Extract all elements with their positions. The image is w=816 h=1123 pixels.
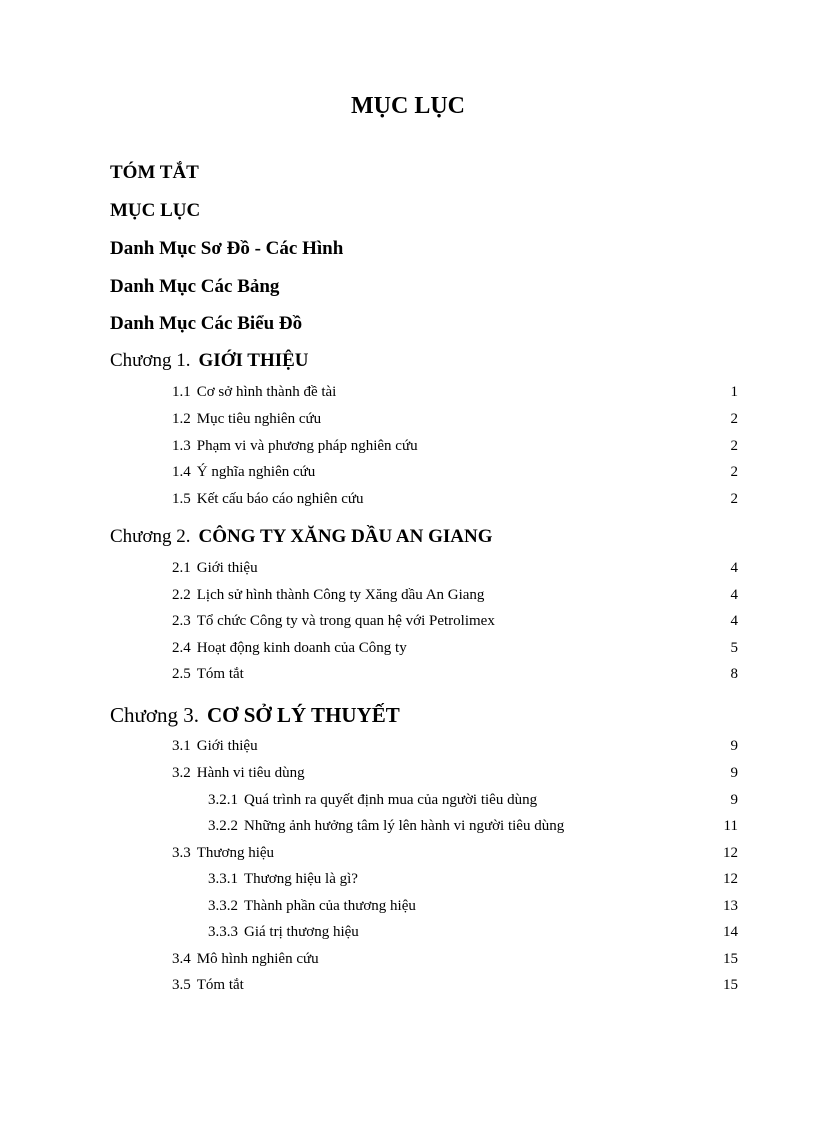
toc-front-matter-charts: Danh Mục Các Biểu Đồ bbox=[110, 313, 303, 334]
entry-number: 1.5 bbox=[172, 491, 191, 507]
entry-text: Tổ chức Công ty và trong quan hệ với Petrolimex bbox=[196, 613, 495, 629]
toc-entry bbox=[0, 384, 738, 401]
toc-front-matter-figures: Danh Mục Sơ Đồ - Các Hình bbox=[110, 238, 344, 259]
entry-page: 2 bbox=[730, 411, 738, 427]
entry-text: Tóm tắt bbox=[196, 977, 244, 993]
entry-text: Thương hiệu là gì? bbox=[244, 871, 358, 887]
entry-page: 15 bbox=[723, 951, 738, 967]
entry-page: 2 bbox=[730, 491, 738, 507]
toc-subentry bbox=[0, 818, 738, 835]
toc-entry bbox=[0, 491, 738, 508]
entry-page: 5 bbox=[730, 640, 738, 656]
entry-page: 11 bbox=[723, 818, 738, 834]
entry-text: Cơ sở hình thành đề tài bbox=[196, 384, 337, 400]
toc-subentry bbox=[0, 871, 738, 888]
entry-number: 2.1 bbox=[172, 560, 191, 576]
entry-number: 3.4 bbox=[172, 951, 191, 967]
page-title: MỤC LỤC bbox=[351, 93, 465, 119]
entry-page: 2 bbox=[730, 438, 738, 454]
toc-entry bbox=[0, 411, 738, 428]
chapter-label: Chương 2. bbox=[110, 526, 191, 547]
entry-page: 13 bbox=[723, 898, 738, 914]
entry-number: 1.3 bbox=[172, 438, 191, 454]
entry-page: 4 bbox=[730, 613, 738, 629]
chapter-heading bbox=[110, 350, 309, 372]
entry-page: 12 bbox=[723, 845, 738, 861]
entry-number: 3.2.1 bbox=[208, 792, 238, 808]
toc-entry bbox=[0, 587, 738, 604]
entry-text: Kết cấu báo cáo nghiên cứu bbox=[196, 491, 364, 507]
chapter-heading bbox=[110, 526, 493, 548]
entry-page: 9 bbox=[730, 738, 738, 754]
entry-page: 14 bbox=[723, 924, 738, 940]
chapter-heading bbox=[110, 703, 400, 728]
entry-text: Ý nghĩa nghiên cứu bbox=[196, 464, 316, 480]
entry-text: Thương hiệu bbox=[196, 845, 275, 861]
entry-text: Giới thiệu bbox=[196, 738, 258, 754]
toc-front-matter-summary: TÓM TẮT bbox=[110, 162, 199, 183]
entry-number: 3.3.3 bbox=[208, 924, 238, 940]
toc-front-matter-contents: MỤC LỤC bbox=[110, 200, 201, 221]
toc-subentry bbox=[0, 792, 738, 809]
toc-entry bbox=[0, 951, 738, 968]
entry-text: Giá trị thương hiệu bbox=[244, 924, 359, 940]
chapter-title: GIỚI THIỆU bbox=[198, 350, 309, 371]
entry-page: 2 bbox=[730, 464, 738, 480]
entry-page: 15 bbox=[723, 977, 738, 993]
entry-number: 1.1 bbox=[172, 384, 191, 400]
entry-text: Phạm vi và phương pháp nghiên cứu bbox=[196, 438, 418, 454]
toc-front-matter-tables: Danh Mục Các Bảng bbox=[110, 276, 280, 297]
entry-number: 2.3 bbox=[172, 613, 191, 629]
toc-entry bbox=[0, 977, 738, 994]
entry-text: Hoạt động kinh doanh của Công ty bbox=[196, 640, 407, 656]
entry-number: 3.5 bbox=[172, 977, 191, 993]
entry-number: 3.1 bbox=[172, 738, 191, 754]
entry-page: 8 bbox=[730, 666, 738, 682]
toc-entry bbox=[0, 438, 738, 455]
toc-entry bbox=[0, 640, 738, 657]
entry-number: 1.4 bbox=[172, 464, 191, 480]
entry-number: 2.4 bbox=[172, 640, 191, 656]
entry-text: Lịch sử hình thành Công ty Xăng dầu An Giang bbox=[196, 587, 485, 603]
entry-text: Tóm tắt bbox=[196, 666, 244, 682]
entry-number: 3.3 bbox=[172, 845, 191, 861]
chapter-label: Chương 3. bbox=[110, 703, 199, 727]
toc-entry bbox=[0, 845, 738, 862]
entry-number: 3.2 bbox=[172, 765, 191, 781]
entry-page: 1 bbox=[730, 384, 738, 400]
entry-page: 9 bbox=[730, 792, 738, 808]
entry-number: 3.3.1 bbox=[208, 871, 238, 887]
toc-entry bbox=[0, 613, 738, 630]
toc-subentry bbox=[0, 924, 738, 941]
toc-entry bbox=[0, 738, 738, 755]
entry-text: Mô hình nghiên cứu bbox=[196, 951, 319, 967]
toc-entry bbox=[0, 765, 738, 782]
entry-page: 9 bbox=[730, 765, 738, 781]
entry-page: 4 bbox=[730, 587, 738, 603]
entry-number: 3.3.2 bbox=[208, 898, 238, 914]
entry-text: Giới thiệu bbox=[196, 560, 258, 576]
entry-text: Mục tiêu nghiên cứu bbox=[196, 411, 322, 427]
entry-number: 2.5 bbox=[172, 666, 191, 682]
chapter-title: CƠ SỞ LÝ THUYẾT bbox=[207, 703, 400, 727]
entry-text: Thành phần của thương hiệu bbox=[244, 898, 416, 914]
toc-subentry bbox=[0, 898, 738, 915]
entry-text: Hành vi tiêu dùng bbox=[196, 765, 305, 781]
chapter-title: CÔNG TY XĂNG DẦU AN GIANG bbox=[198, 526, 493, 547]
entry-number: 3.2.2 bbox=[208, 818, 238, 834]
toc-entry bbox=[0, 560, 738, 577]
entry-page: 4 bbox=[730, 560, 738, 576]
toc-entry bbox=[0, 464, 738, 481]
chapter-label: Chương 1. bbox=[110, 350, 191, 371]
entry-number: 2.2 bbox=[172, 587, 191, 603]
entry-text: Quá trình ra quyết định mua của người tiêu dùng bbox=[244, 792, 538, 808]
entry-page: 12 bbox=[723, 871, 738, 887]
entry-text: Những ảnh hưởng tâm lý lên hành vi người tiêu dùng bbox=[244, 818, 565, 834]
toc-entry bbox=[0, 666, 738, 683]
entry-number: 1.2 bbox=[172, 411, 191, 427]
